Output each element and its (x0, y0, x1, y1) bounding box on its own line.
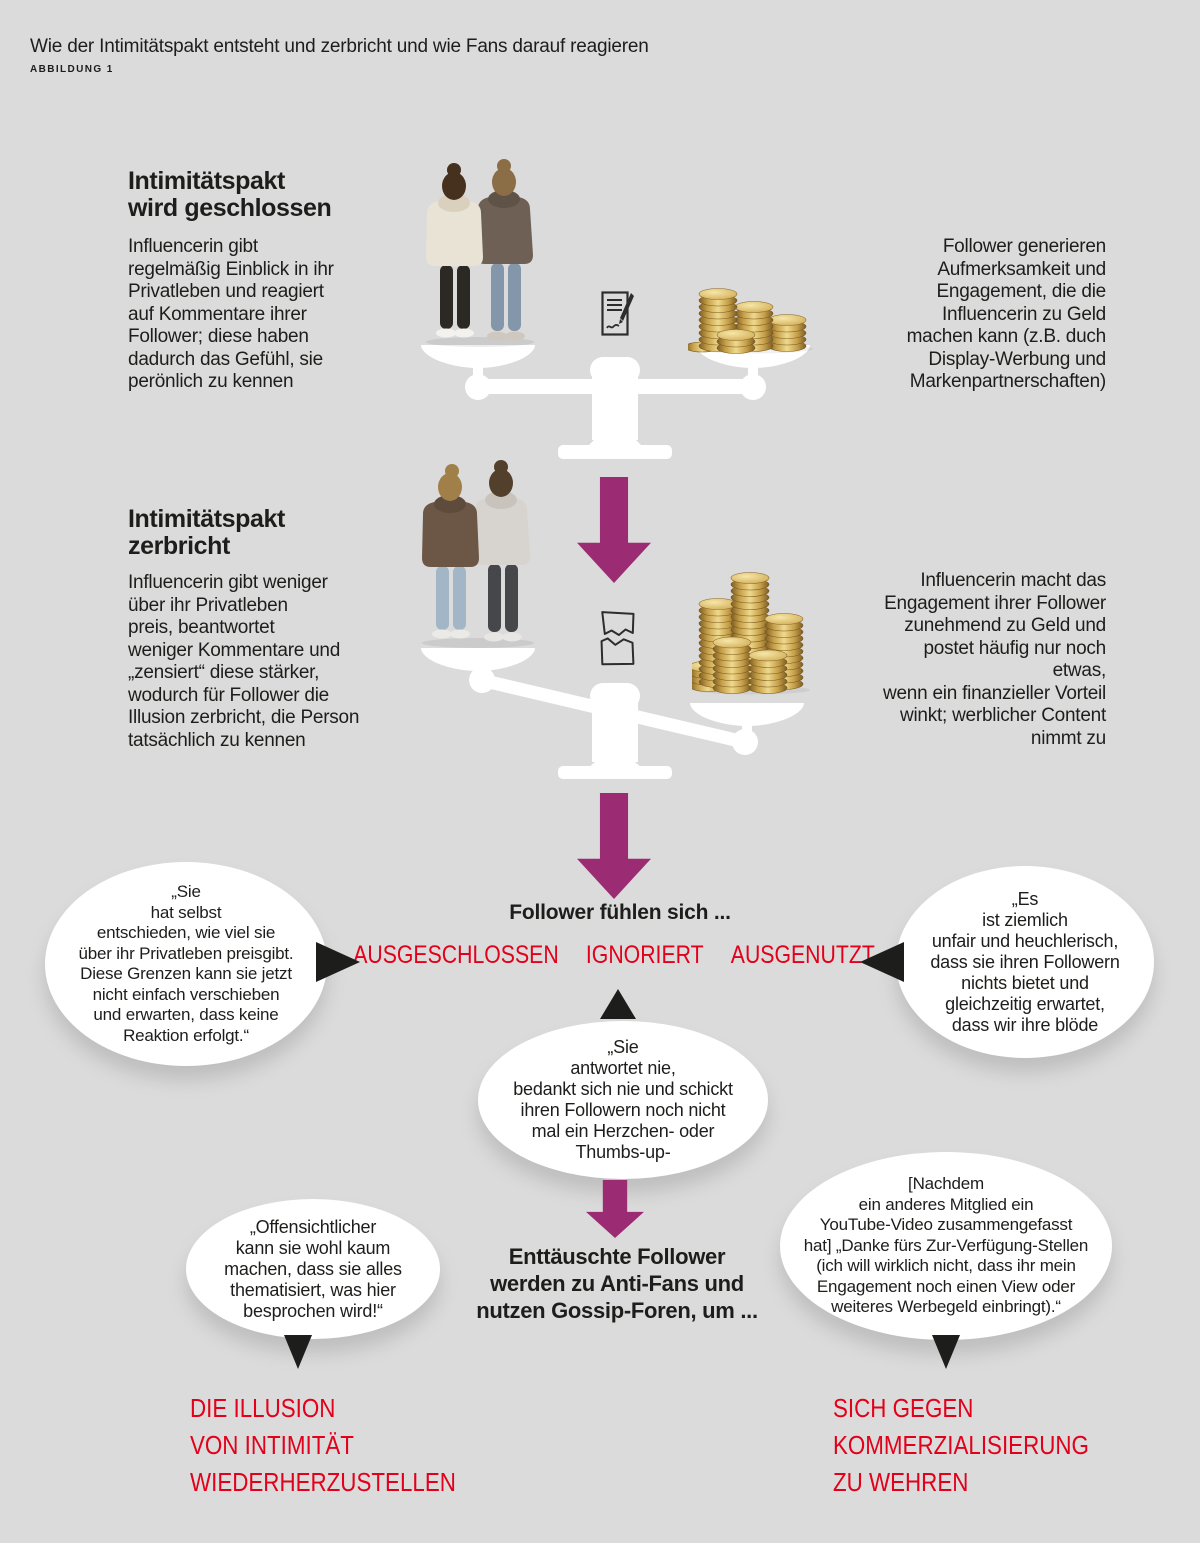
quote-bubble-top-left (45, 862, 327, 1066)
feelings-words (319, 941, 909, 970)
quote-text-lower-left: „Offensichtlicher kann sie wohl kaum machen, dass sie alles thematisiert, was hier besprochen wird!“ (224, 1216, 402, 1321)
stage1-left-text: Influencerin gibt regelmäßig Einblick in ihr Privatleben und reagiert auf Kommentare ihrer Follower; diese haben dadurch das Gefühl, sie perönlich zu kennen (128, 236, 334, 392)
goal-left: DIE ILLUSION VON INTIMITÄT WIEDERHERZUSTELLEN (190, 1393, 456, 1497)
follower-woman-right-stage1 (476, 159, 533, 341)
quote-bubble-top-right (896, 866, 1154, 1058)
page-title: Wie der Intimitätspakt entsteht und zerbricht und wie Fans darauf reagieren (30, 36, 649, 57)
quote-text-middle: „Sie antwortet nie, bedankt sich nie und schickt ihren Followern noch nicht mal ein Herzchen- oder Thumbs-up- (513, 1037, 733, 1162)
goal-right: SICH GEGEN KOMMERZIALISIERUNG ZU WEHREN (833, 1393, 1089, 1497)
quote-text-lower-right: [Nachdem ein anderes Mitglied ein YouTube-Video zusammengefasst hat] „Danke fürs Zur-Verfügung-Stellen (ich will wirklich nicht, dass ihr mein Engagement noch einen View oder weiteres Werbegeld einbringt).“ (803, 1174, 1089, 1317)
down-arrow-2 (577, 793, 651, 899)
stage2-right-text: Influencerin macht das Engagement ihrer Follower zunehmend zu Geld und postet häufig nur noch etwas, wenn ein finanzieller Vorteil winkt; werblicher Content nimmt zu (883, 570, 1106, 749)
feeling-word-ignoriert: IGNORIERT (585, 941, 704, 969)
down-arrow-3 (586, 1180, 644, 1238)
stage1-heading: Intimitätspakt wird geschlossen (128, 167, 332, 222)
pointer-up-icon (600, 989, 636, 1019)
torn-contract-icon (594, 608, 640, 668)
stage2-heading: Intimitätspakt zerbricht (128, 505, 285, 560)
pointer-down-left-icon (284, 1335, 312, 1369)
quote-bubble-lower-right (780, 1152, 1112, 1340)
quote-bubble-middle (478, 1021, 768, 1179)
follower-woman-left-stage2 (422, 464, 479, 639)
followers-photo-stage2 (408, 458, 548, 650)
antifans-heading: Enttäuschte Follower werden zu Anti-Fans und nutzen Gossip-Foren, um ... (476, 1244, 758, 1323)
coin-stacks-small (688, 262, 818, 354)
feeling-word-ausgenutzt: AUSGENUTZT (730, 941, 875, 969)
feeling-word-ausgeschlossen: AUSGESCHLOSSEN (353, 941, 559, 969)
followers-photo-stage1 (413, 157, 547, 349)
quote-text-top-left: „Sie hat selbst entschieden, wie viel sie über ihr Privatleben preisgibt. Diese Grenzen kann sie jetzt nicht einfach verschieben und erwarten, dass keine Reaktion erfolgt.“ (78, 882, 294, 1045)
stage1-right-text: Follower generieren Aufmerksamkeit und Engagement, die die Influencerin zu Geld machen kann (z.B. duch Display-Werbung und Markenpartnerschaften) (906, 236, 1106, 392)
feelings-heading: Follower fühlen sich ... (509, 901, 731, 924)
coin-stacks-large (692, 556, 812, 696)
follower-woman-left-stage1 (426, 163, 483, 338)
quote-text-top-right: „Es ist ziemlich unfair und heuchlerisch, dass sie ihren Followern nichts bietet und gleichzeitig erwartet, dass wir ihre blöde (930, 888, 1120, 1035)
stage2-left-text: Influencerin gibt weniger über ihr Privatleben preis, beantwortet weniger Kommentare und „zensiert“ diese stärker, wodurch für Follower die Illusion zerbricht, die Person tatsächlich zu kennen (128, 572, 360, 751)
figure-label: ABBILDUNG 1 (30, 64, 114, 75)
quote-bubble-lower-left (186, 1199, 440, 1339)
pointer-down-right-icon (932, 1335, 960, 1369)
follower-woman-right-stage2 (473, 460, 530, 642)
contract-signing-icon (601, 291, 635, 337)
